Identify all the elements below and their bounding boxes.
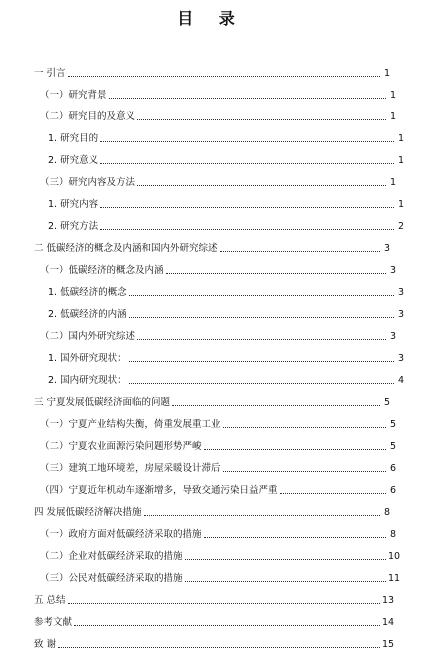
toc-entry-page: 1 [389, 111, 396, 122]
toc-entry-page: 5 [389, 419, 396, 430]
dot-leader [137, 338, 386, 340]
toc-entry-label: 二 低碳经济的概念及内涵和国内外研究综述 [34, 243, 218, 254]
toc-entry[interactable] [34, 173, 396, 189]
dot-leader [129, 382, 394, 384]
dot-leader [129, 360, 394, 362]
toc-entry[interactable] [34, 547, 401, 563]
toc-entry[interactable] [34, 591, 395, 607]
toc-entry-label: 四 发展低碳经济解决措施 [34, 507, 142, 518]
toc-entry[interactable] [34, 437, 396, 453]
dot-leader [204, 448, 386, 450]
toc-entry-label: （二）国内外研究综述 [40, 331, 136, 342]
toc-entry-page: 3 [397, 309, 404, 320]
toc-entry-page: 3 [397, 287, 404, 298]
toc-entry-page: 10 [388, 551, 401, 562]
toc-entry-label: 1. 研究内容 [48, 199, 99, 210]
toc-entry-label: 2. 国内研究现状： [48, 375, 127, 386]
dot-leader [129, 294, 394, 296]
toc-entry-page: 8 [383, 507, 390, 518]
dot-leader [280, 492, 386, 494]
toc-entry[interactable] [34, 305, 404, 321]
toc-entry[interactable] [34, 415, 396, 431]
toc-entry-page: 15 [382, 639, 395, 650]
toc-entry[interactable] [34, 569, 401, 585]
toc-entry-label: （三）建筑工地环境差，房屋采暖设计滞后 [40, 463, 221, 474]
toc-entry-label: （一）政府方面对低碳经济采取的措施 [40, 529, 202, 540]
toc-entry-label: （二）宁夏农业面源污染问题形势严峻 [40, 441, 202, 452]
toc-entry[interactable] [34, 195, 404, 211]
toc-entry[interactable] [34, 613, 395, 629]
toc-entry-page: 13 [382, 595, 395, 606]
toc-entry-page: 3 [389, 331, 396, 342]
page-title: 目 录 [177, 9, 245, 28]
toc-entry-label: （一）宁夏产业结构失衡，倚重发展重工业 [40, 419, 221, 430]
dot-leader [129, 316, 394, 318]
toc-entry[interactable] [34, 261, 396, 277]
toc-entry-page: 4 [397, 375, 404, 386]
dot-leader [100, 206, 394, 208]
toc-entry-page: 3 [389, 265, 396, 276]
toc-entry[interactable] [34, 327, 396, 343]
toc-entry-label: （四）宁夏近年机动车逐渐增多，导致交通污染日益严重 [40, 485, 278, 496]
toc-entry-label: 参考文献 [34, 617, 73, 628]
dot-leader [185, 558, 386, 560]
dot-leader [223, 426, 386, 428]
dot-leader [58, 646, 380, 648]
toc-entry-page: 6 [389, 463, 396, 474]
dot-leader [100, 140, 394, 142]
toc-entry-label: （三）公民对低碳经济采取的措施 [40, 573, 183, 584]
toc-entry-page: 1 [383, 68, 390, 79]
toc-entry-page: 1 [397, 155, 404, 166]
toc-entry-label: 1. 国外研究现状： [48, 353, 127, 364]
toc-entry[interactable] [34, 635, 395, 651]
toc-entry[interactable] [34, 151, 404, 167]
toc-entry-label: （三）研究内容及方法 [40, 177, 136, 188]
toc-entry-label: 2. 研究意义 [48, 155, 99, 166]
toc-entry-page: 1 [389, 177, 396, 188]
toc-entry-page: 5 [383, 397, 390, 408]
toc-entry-page: 5 [389, 441, 396, 452]
dot-leader [220, 250, 380, 252]
toc-entry-label: 1. 低碳经济的概念 [48, 287, 127, 298]
dot-leader [137, 184, 386, 186]
toc-entry-label: 一 引言 [34, 68, 66, 79]
toc-entry-label: （一）低碳经济的概念及内涵 [40, 265, 164, 276]
dot-leader [137, 118, 386, 120]
toc-entry-label: （二）企业对低碳经济采取的措施 [40, 551, 183, 562]
toc-entry-label: 五 总结 [34, 595, 66, 606]
dot-leader [74, 624, 380, 626]
dot-leader [100, 162, 394, 164]
toc-entry[interactable] [34, 283, 404, 299]
toc-entry-label: 致 谢 [34, 639, 57, 650]
dot-leader [204, 536, 386, 538]
dot-leader [144, 514, 380, 516]
dot-leader [100, 228, 394, 230]
toc-entry-label: （一）研究背景 [40, 90, 107, 101]
toc-entry[interactable] [34, 393, 390, 409]
toc-entry-page: 3 [383, 243, 390, 254]
toc-entry[interactable] [34, 239, 390, 255]
toc-entry-label: （二）研究目的及意义 [40, 111, 136, 122]
toc-entry[interactable] [34, 459, 396, 475]
toc-entry[interactable] [34, 525, 396, 541]
dot-leader [109, 97, 386, 99]
dot-leader [68, 602, 380, 604]
dot-leader [68, 75, 380, 77]
toc-entry[interactable] [34, 86, 396, 102]
toc-entry-page: 8 [389, 529, 396, 540]
toc-entry-label: 2. 研究方法 [48, 221, 99, 232]
toc-entry-page: 6 [389, 485, 396, 496]
toc-entry[interactable] [34, 129, 404, 145]
toc-entry[interactable] [34, 371, 404, 387]
toc-entry[interactable] [34, 503, 390, 519]
toc-entry-page: 1 [397, 133, 404, 144]
toc-entry[interactable] [34, 481, 396, 497]
dot-leader [185, 580, 386, 582]
toc-entry-label: 2. 低碳经济的内涵 [48, 309, 127, 320]
toc-entry[interactable] [34, 217, 404, 233]
toc-entry[interactable] [34, 349, 404, 365]
toc-entry-page: 14 [382, 617, 395, 628]
toc-entry-page: 2 [397, 221, 404, 232]
toc-entry[interactable] [34, 64, 390, 80]
toc-entry-page: 1 [389, 90, 396, 101]
toc-entry-label: 三 宁夏发展低碳经济面临的问题 [34, 397, 171, 408]
dot-leader [223, 470, 386, 472]
toc-entry[interactable] [34, 107, 396, 123]
toc-entry-page: 3 [397, 353, 404, 364]
toc-entry-label: 1. 研究目的 [48, 133, 99, 144]
toc-entry-page: 1 [397, 199, 404, 210]
dot-leader [172, 404, 380, 406]
toc-entry-page: 11 [388, 573, 401, 584]
dot-leader [166, 272, 386, 274]
